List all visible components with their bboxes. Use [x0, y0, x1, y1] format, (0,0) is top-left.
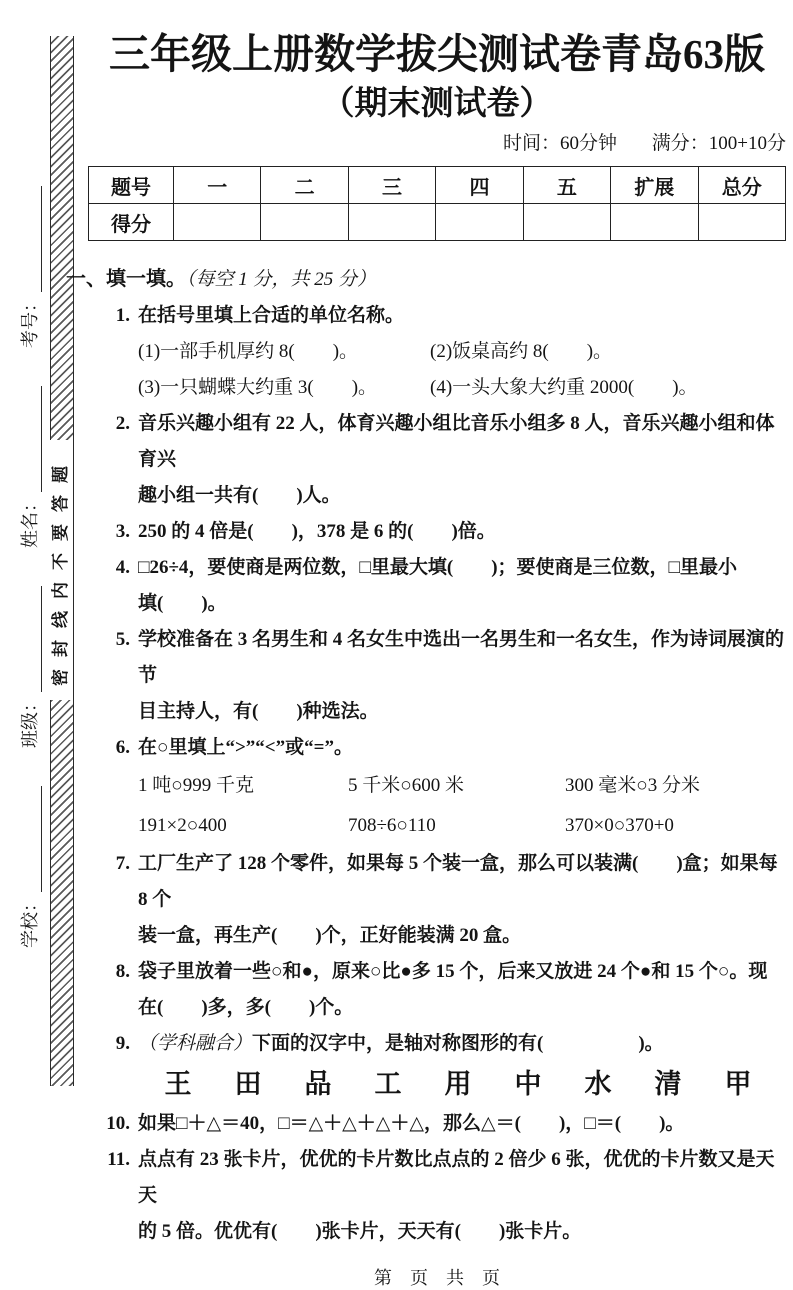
subitem-1: (1)一部手机厚约 8( )。 [138, 341, 359, 362]
section-one-heading [66, 261, 786, 298]
score-table-col-3: 三 [348, 167, 435, 204]
score-table-col-4: 四 [436, 167, 523, 204]
question-1 [88, 298, 786, 406]
score-table-col-2: 二 [261, 167, 348, 204]
paper-subtitle: （期末测试卷） [321, 86, 553, 122]
question-line: □26÷4，要使商是两位数，□里最大填( )；要使商是三位数，□里最小 [138, 557, 738, 578]
score-cell [523, 204, 610, 241]
subitem-4: (4)一头大象大约重 2000( )。 [430, 377, 698, 398]
time-limit: 时间：60分钟 [503, 133, 618, 154]
comparison-item: 5 千米○600 米 [348, 775, 464, 796]
question-line: 学校准备在 3 名男生和 4 名女生中选出一名男生和一名女生，作为诗词展演的节 [138, 629, 785, 686]
section-heading-note: （每空 1 分，共 25 分） [186, 269, 377, 290]
question-line [138, 1026, 786, 1062]
question-number: 5. [115, 629, 130, 650]
score-table-col-1: 一 [174, 167, 261, 204]
comparison-item: 708÷6○110 [348, 815, 436, 836]
question-1-subitems [138, 334, 786, 406]
comparison-item: 191×2○400 [138, 815, 227, 836]
symmetry-characters: 王 田 品 工 用 中 水 清 甲 [164, 1069, 760, 1099]
question-line: 250 的 4 倍是( )，378 是 6 的( )倍。 [138, 521, 496, 542]
score-cell [436, 204, 523, 241]
question-number: 10. [106, 1113, 130, 1134]
question-line: 在( )多，多( )个。 [138, 997, 354, 1018]
score-table-col-5: 五 [523, 167, 610, 204]
question-line: 如果□＋△＝40，□＝△＋△＋△＋△，那么△＝( )，□＝( )。 [138, 1113, 685, 1134]
full-score: 满分：100+10分 [651, 133, 786, 154]
question-11 [88, 1142, 786, 1250]
school-label: 学校： [20, 894, 40, 948]
question-6-comparisons [138, 766, 786, 846]
question-number: 4. [115, 557, 130, 578]
name-field [16, 386, 42, 548]
question-line: 袋子里放着一些○和●，原来○比●多 15 个，后来又放进 24 个●和 15 个○。现 [138, 961, 768, 982]
question-line: 音乐兴趣小组有 22 人，体育兴趣小组比音乐小组多 8 人，音乐兴趣小组和体育兴 [138, 413, 775, 470]
class-label: 班级： [20, 694, 40, 748]
question-6 [88, 730, 786, 846]
score-table-col-label: 题号 [89, 167, 174, 204]
question-number: 11. [107, 1149, 130, 1170]
question-2 [88, 406, 786, 514]
score-cell [348, 204, 435, 241]
question-line: 点点有 23 张卡片，优优的卡片数比点点的 2 倍少 6 张，优优的卡片数又是天天 [138, 1149, 775, 1206]
question-tag: （学科融合） [138, 1033, 253, 1054]
exam-number-blank-line [19, 186, 42, 292]
question-number: 6. [115, 737, 130, 758]
school-field [16, 786, 42, 948]
score-row-label: 得分 [89, 204, 174, 241]
name-label: 姓名： [20, 494, 40, 548]
question-line: 趣小组一共有( )人。 [138, 485, 341, 506]
class-field [16, 586, 42, 748]
score-table-col-expand: 扩展 [611, 167, 698, 204]
question-number: 3. [115, 521, 130, 542]
question-number: 8. [115, 961, 130, 982]
subitem-2: (2)饭桌高约 8( )。 [430, 341, 613, 362]
question-10 [88, 1106, 786, 1142]
school-blank-line [19, 786, 42, 892]
student-info-fields [8, 130, 42, 990]
score-table-score-row [89, 204, 786, 241]
section-heading-text: 一、填一填。 [66, 268, 186, 290]
question-line: 填( )。 [138, 593, 227, 614]
question-line: 的 5 倍。优优有( )张卡片，天天有( )张卡片。 [138, 1221, 582, 1242]
question-text: 下面的汉字中，是轴对称图形的有( )。 [252, 1033, 664, 1054]
comparison-item: 370×0○370+0 [565, 815, 674, 836]
question-line: 工厂生产了 128 个零件，如果每 5 个装一盒，那么可以装满( )盒；如果每 8 个 [138, 853, 778, 910]
paper-title: 三年级上册数学拔尖测试卷青岛63版 [109, 31, 765, 77]
comparison-item: 1 吨○999 千克 [138, 775, 254, 796]
page-footer: 第 页 共 页 [374, 1268, 500, 1288]
score-cell [698, 204, 785, 241]
exam-number-field [16, 186, 42, 348]
question-line: 目主持人，有( )种选法。 [138, 701, 379, 722]
question-7 [88, 846, 786, 954]
score-table-col-total: 总分 [698, 167, 785, 204]
question-text: 在括号里填上合适的单位名称。 [138, 305, 405, 326]
question-3 [88, 514, 786, 550]
score-cell [174, 204, 261, 241]
exam-number-label: 考号： [20, 294, 40, 348]
question-number: 7. [115, 853, 130, 874]
question-number: 1. [115, 305, 130, 326]
question-number: 2. [115, 413, 130, 434]
question-number: 9. [115, 1033, 130, 1054]
name-blank-line [19, 386, 42, 492]
question-4 [88, 550, 786, 622]
score-cell [611, 204, 698, 241]
question-8 [88, 954, 786, 1026]
question-5 [88, 622, 786, 730]
subitem-3: (3)一只蝴蝶大约重 3( )。 [138, 377, 378, 398]
score-table-header-row [89, 167, 786, 204]
score-table [88, 166, 786, 241]
paper-meta [88, 132, 786, 156]
comparison-item: 300 毫米○3 分米 [565, 775, 700, 796]
class-blank-line [19, 586, 42, 692]
question-line: 装一盒，再生产( )个，正好能装满 20 盒。 [138, 925, 522, 946]
question-9 [88, 1026, 786, 1106]
question-text: 在○里填上“>”“<”或“=”。 [138, 737, 353, 758]
paper-body [66, 28, 786, 1290]
score-cell [261, 204, 348, 241]
seal-line-text: 密封线内不要答题 [49, 440, 73, 700]
